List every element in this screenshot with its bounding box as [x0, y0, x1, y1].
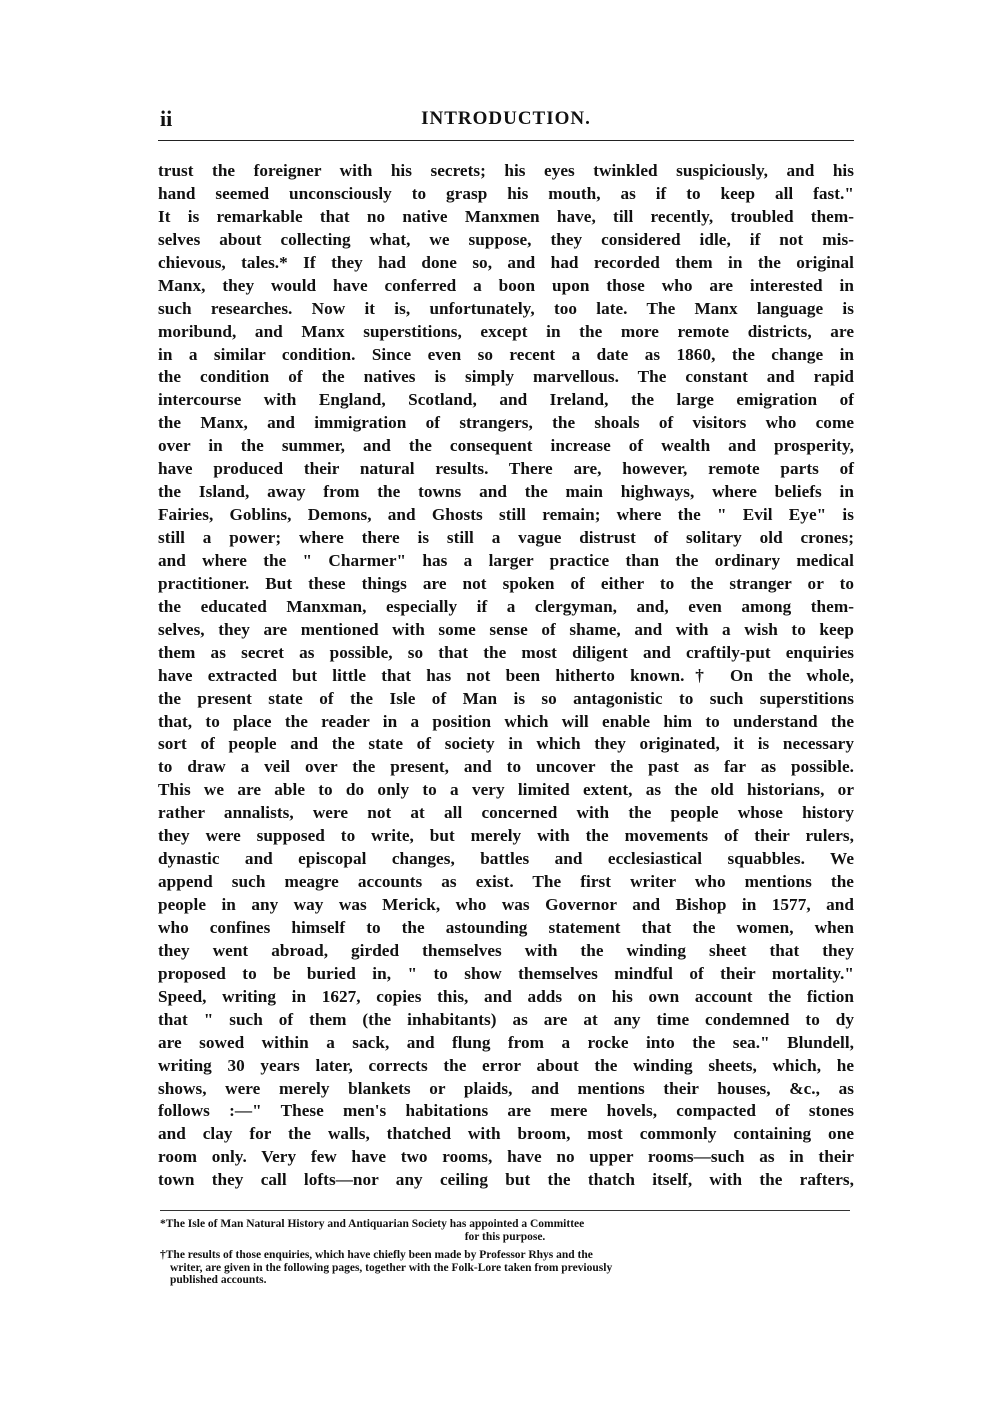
text-line: town they call lofts—nor any ceiling but the thatch itself, with the rafters, — [158, 1170, 854, 1190]
text-line: dynastic and episcopal changes, battles and ecclesiastical squabbles. We — [158, 849, 854, 869]
text-line: room only. Very few have two rooms, have no upper rooms—such as in their — [158, 1147, 854, 1167]
footnote-rule — [160, 1210, 850, 1211]
footnote-enquiries — [160, 1249, 850, 1287]
text-line: the condition of the natives is simply marvellous. The constant and rapid — [158, 367, 854, 387]
text-line: sort of people and the state of society in which they originated, it is necessary — [158, 734, 854, 754]
text-line: that " such of them (the inhabitants) as are at any time condemned to dy — [158, 1009, 854, 1029]
footnote-line: †The results of those enquiries, which have chiefly been made by Professor Rhys and the — [160, 1249, 593, 1261]
footnote-committee — [160, 1218, 850, 1243]
text-line: trust the foreigner with his secrets; his eyes twinkled suspiciously, and his — [158, 161, 854, 180]
text-line: such researches. Now it is, unfortunately, too late. The Manx language is — [158, 298, 854, 318]
footnote-line: writer, are given in the following pages, together with the Folk-Lore taken from previously — [170, 1261, 613, 1274]
body-text — [158, 160, 854, 1192]
text-line: writing 30 years later, corrects the error about the winding sheets, which, he — [158, 1055, 854, 1075]
text-line: This we are able to do only to a very limited extent, as the old historians, or — [158, 780, 854, 800]
text-line: the educated Manxman, especially if a clergyman, and, even among them- — [158, 596, 854, 616]
text-line: and where the " Charmer" has a larger practice than the ordinary medical — [158, 550, 854, 570]
text-line: that, to place the reader in a position which will enable him to understand the — [158, 711, 854, 731]
text-line: still a power; where there is still a vague distrust of solitary old crones; — [158, 528, 854, 547]
text-line: Speed, writing in 1627, copies this, and adds on his own account the fiction — [158, 986, 854, 1006]
text-line: Manx, they would have conferred a boon upon those who are interested in — [158, 275, 854, 295]
footnotes — [160, 1218, 850, 1293]
text-line: selves, they are mentioned with some sense of shame, and with a wish to keep — [158, 619, 854, 639]
text-line: over in the summer, and the consequent increase of wealth and prosperity, — [158, 436, 854, 456]
text-line: practitioner. But these things are not spoken of either to the stranger or to — [158, 573, 854, 593]
footnote-line: *The Isle of Man Natural History and Antiquarian Society has appointed a Committee — [160, 1218, 585, 1230]
text-line: chievous, tales.* If they had done so, and had recorded them in the original — [158, 252, 854, 272]
text-line: rather annalists, were not at all concerned with the people whose history — [158, 803, 854, 823]
text-line: them as secret as possible, so that the most diligent and craftily-put enquiries — [158, 642, 854, 662]
text-line: to draw a veil over the present, and to uncover the past as far as possible. — [158, 757, 854, 777]
header-rule — [158, 140, 854, 141]
text-line: the present state of the Isle of Man is so antagonistic to such superstitions — [158, 688, 854, 708]
text-line: who confines himself to the astounding statement that the women, when — [158, 917, 854, 937]
text-line: they went abroad, girded themselves with the winding sheet that they — [158, 940, 854, 960]
text-line: Fairies, Goblins, Demons, and Ghosts still remain; where the " Evil Eye" is — [158, 505, 854, 525]
page-header — [158, 106, 854, 136]
text-line: the Manx, and immigration of strangers, the shoals of visitors who come — [158, 413, 854, 433]
text-line: hand seemed unconsciously to grasp his mouth, as if to keep all fast." — [158, 183, 854, 203]
text-line: have produced their natural results. There are, however, remote parts of — [158, 459, 854, 479]
text-line: shows, were merely blankets or plaids, and mentions their houses, &c., as — [158, 1078, 854, 1098]
text-line: are sowed within a sack, and flung from a rocke into the sea." Blundell, — [158, 1032, 854, 1052]
text-line: the Island, away from the towns and the main highways, where beliefs in — [158, 482, 854, 502]
text-line: intercourse with England, Scotland, and Ireland, the large emigration of — [158, 390, 854, 410]
page-number: ii — [160, 106, 173, 131]
text-line: moribund, and Manx superstitions, except in the more remote districts, are — [158, 321, 854, 341]
text-line: proposed to be buried in, " to show themselves mindful of their mortality." — [158, 963, 854, 983]
text-line: and clay for the walls, thatched with broom, most commonly containing one — [158, 1124, 854, 1144]
text-line: in a similar condition. Since even so recent a date as 1860, the change in — [158, 344, 854, 364]
running-title: INTRODUCTION. — [421, 108, 591, 129]
text-line: selves about collecting what, we suppose, they considered idle, if not mis- — [158, 229, 854, 249]
text-line: append such meagre accounts as exist. The first writer who mentions the — [158, 872, 854, 892]
footnote-line: published accounts. — [170, 1274, 267, 1286]
text-line: people in any way was Merick, who was Governor and Bishop in 1577, and — [158, 895, 854, 914]
text-line: have extracted but little that has not been hitherto known.† On the whole, — [158, 665, 854, 685]
text-line: It is remarkable that no native Manxmen have, till recently, troubled them- — [158, 206, 854, 226]
text-line: they were supposed to write, but merely with the movements of their rulers, — [158, 826, 854, 846]
text-line: follows :—" These men's habitations are mere hovels, compacted of stones — [158, 1101, 854, 1121]
footnote-line: for this purpose. — [464, 1230, 546, 1243]
